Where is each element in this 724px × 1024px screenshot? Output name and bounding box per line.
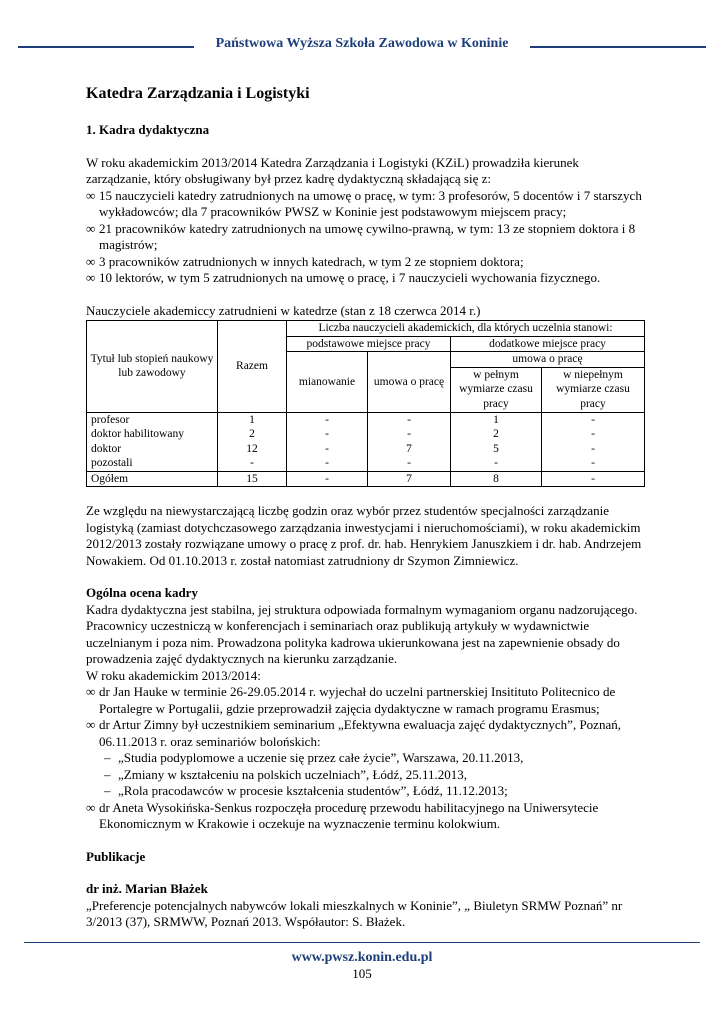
staff-table [86,320,645,487]
assessment-paragraph: Kadra dydaktyczna jest stabilna, jej struktura odpowiada formalnym wymaganiom organu nadzorującego. Pracownicy uczestniczą w konferencjach i seminariach oraz publikują artykuły w wydawnictwie uczelnianym i poza nim. Prowadzona polityka kadrowa ukierunkowana jest na zapewnienie obsady do prowadzenia zajęć dydaktycznych na kierunku zarządzanie. [86,601,638,666]
page-number: 105 [352,966,372,981]
list-item: ∞ 3 pracowników zatrudnionych w innych katedrach, w tym 2 ze stopniem doktora; [86,253,524,269]
publication-entry: „Preferencje potencjalnych nabywców lokali mieszkalnych w Koninie”, „ Biuletyn SRMW Poznań” nr 3/2013 (37), SRMWW, Poznań 2013. Współautor: S. Błażek. [86,897,623,929]
list-item: ∞ 15 nauczycieli katedry zatrudnionych na umowę o pracę, w tym: 3 profesorów, 5 docentów i 7 starszych wykładowców; dla 7 pracowników PWSZ w Koninie jest podstawowym miejscem pracy; [86,187,642,219]
header-contract: umowa o pracę [451,352,645,368]
list-item: – „Studia podyplomowe a uczenie się przez całe życie”, Warszawa, 20.11.2013, [104,750,524,765]
infinity-bullet: ∞ [86,253,96,269]
dash-bullet: – [104,783,111,798]
list-item: ∞ 21 pracowników katedry zatrudnionych na umowę cywilno-prawną, w tym: 13 ze stopniem doktora i 8 magistrów; [86,220,636,252]
page-content [86,84,646,931]
header-part-time: w niepełnym wymiarze czasu pracy [542,367,645,412]
table-row: pozostali - - - - - [87,456,645,471]
intro-paragraph: W roku akademickim 2013/2014 Katedra Zarządzania i Logistyki (KZiL) prowadziła kierunek zarządzanie, który obsługiwany był przez kadrę dydaktyczną składającą się z: [86,154,579,186]
staff-list [86,188,646,287]
page-header [0,36,724,58]
header-secondary: dodatkowe miejsce pracy [451,336,645,352]
footer-rule [24,942,700,943]
header-rule-left [18,46,194,48]
dash-bullet: – [104,766,111,782]
infinity-bullet: ∞ [86,684,96,699]
header-appointment: mianowanie [287,352,368,413]
header-total-column: Razem [218,321,287,413]
table-row: doktor 12 - 7 5 - [87,442,645,457]
section-title-publications: Publikacje [86,848,146,864]
footer-url: www.pwsz.konin.edu.pl [291,950,433,965]
header-full-time: w pełnym wymiarze czasu pracy [451,367,542,412]
activities-list [86,684,646,833]
header-employment: umowa o pracę [368,352,451,413]
table-row: doktor habilitowany 2 - - 2 - [87,427,645,442]
list-item: – „Zmiany w kształceniu na polskich uczelniach”, Łódź, 25.11.2013, [104,766,467,782]
table-total-row: Ogółem 15 - 7 8 - [87,471,645,487]
publication-author: dr inż. Marian Błażek [86,881,208,896]
infinity-bullet: ∞ [86,187,96,203]
section-title-assessment: Ogólna ocena kadry [86,585,198,600]
header-title-column: Tytuł lub stopień naukowy lub zawodowy [87,321,218,413]
post-table-paragraph: Ze względu na niewystarczającą liczbę godzin oraz wybór przez studentów specjalności zarządzanie logistyką (zamiast dotychczasowego zarządzania inwestycjami i nieruchomościami), w roku akademickim 2012/2013 zostały rozwiązane umowy o pracę z prof. dr. hab. Henrykiem Januszkiem i dr. hab. Andrzejem Nowakiem. Od 01.10.2013 r. został natomiast zatrudniony dr Szymon Zimniewicz. [86,503,642,568]
list-item: ∞ dr Artur Zimny był uczestnikiem seminarium „Efektywna ewaluacja zajęć dydaktycznych”, Poznań, 06.11.2013 r. oraz seminariów bolońskich: – „Studia podyplomowe a uczenie się przez całe życie”, Warszawa, 20.11.2013, – „Zmiany w kształceniu na polskich uczelniach”, Łódź, 25.11.2013, – „Rola pracodawców w procesie kształcenia studentów”, Łódź, 11.12.2013; [86,717,646,800]
assessment-year-intro: W roku akademickim 2013/2014: [86,667,261,683]
infinity-bullet: ∞ [86,270,96,285]
page-title: Katedra Zarządzania i Logistyki [86,85,310,102]
section-title-kadra: 1. Kadra dydaktyczna [86,122,210,137]
seminar-sublist [86,750,646,800]
header-title: Państwowa Wyższa Szkoła Zawodowa w Koninie [215,36,509,51]
table-row: profesor 1 - - 1 - [87,412,645,427]
list-item: ∞ 10 lektorów, w tym 5 zatrudnionych na umowę o pracę, i 7 nauczycieli wychowania fizycznego. [86,270,601,285]
infinity-bullet: ∞ [86,220,96,236]
infinity-bullet: ∞ [86,717,96,732]
table-caption: Nauczyciele akademiccy zatrudnieni w katedrze (stan z 18 czerwca 2014 r.) [86,302,481,318]
list-item: ∞ dr Aneta Wysokińska-Senkus rozpoczęła procedurę przewodu habilitacyjnego na Uniwersytecie Ekonomicznym w Krakowie i oczekuje na wyznaczenie terminu kolokwium. [86,799,599,831]
header-rule-right [530,46,706,48]
header-group: Liczba nauczycieli akademickich, dla których uczelnia stanowi: [287,321,645,337]
list-item: – „Rola pracodawców w procesie kształcenia studentów”, Łódź, 11.12.2013; [104,783,508,798]
infinity-bullet: ∞ [86,799,96,815]
dash-bullet: – [104,750,111,765]
header-primary: podstawowe miejsce pracy [287,336,451,352]
list-item: ∞ dr Jan Hauke w terminie 26-29.05.2014 r. wyjechał do uczelni partnerskiej Insitituto Politecnico de Portalegre w Portugalii, gdzie przeprowadził zajęcia dydaktyczne w ramach programu Erasmus; [86,684,616,716]
